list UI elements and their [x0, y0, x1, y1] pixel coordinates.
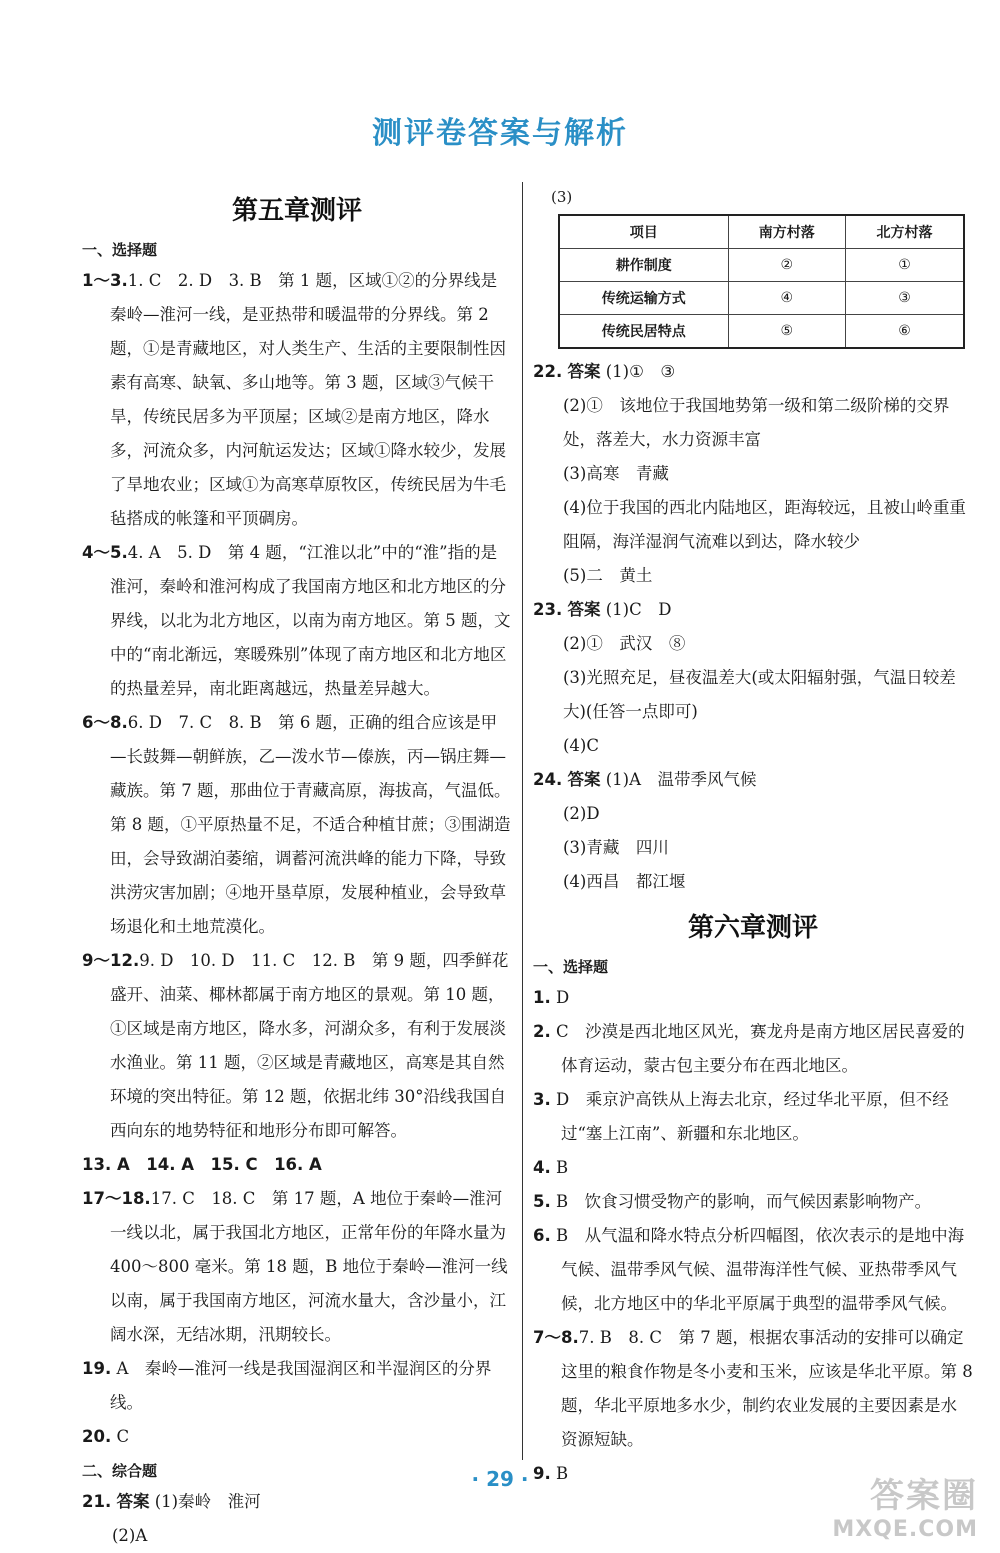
item-text: (1)① ③: [605, 362, 676, 381]
item-number: 24.: [533, 770, 563, 789]
chapter-6-title: 第六章测评: [687, 913, 818, 943]
item-text: (1)C D: [605, 600, 672, 619]
item-text: 6. D 7. C 8. B 第 6 题，正确的组合应该是甲—长鼓舞—朝鲜族，乙—泼水节—傣族，丙—锅庄舞—藏族。第 7 题，那曲位于青藏高原，海拔高，气温低。第 8 题，①平原热量不足，不适合种植甘蔗；③围湖造田，会导致湖泊萎缩，调蓄河流洪峰的能力下降，导致洪涝灾害加剧；④地开垦草原，发展种植业，会导致草场退化和土地荒漠化。: [110, 713, 511, 936]
right-column: [533, 180, 973, 1491]
answer-item: [82, 536, 512, 706]
answer-subline: [533, 661, 973, 729]
page-title: 测评卷答案与解析: [372, 116, 628, 151]
item-number: 22.: [533, 362, 563, 381]
item-number: 17～18.: [82, 1189, 151, 1208]
table-cell: ①: [846, 249, 964, 282]
answer-label: 答案: [567, 600, 601, 619]
answer-label: 答案: [567, 770, 601, 789]
answer-subline: [82, 1519, 512, 1553]
item-text: (3)青藏 四川: [563, 838, 669, 857]
item-text-bold: 13. A 14. A 15. C 16. A: [82, 1155, 322, 1174]
answer-subline: [533, 457, 973, 491]
item-number: 7～8.: [533, 1328, 579, 1347]
item-text: (4)位于我国的西北内陆地区，距海较远，且被山岭重重阻隔，海洋湿润气流难以到达，降水较少: [563, 498, 966, 551]
answer-item: [533, 1219, 973, 1321]
item-number: 21.: [82, 1492, 112, 1511]
answer-item: [82, 1420, 512, 1454]
item-text: (3)高寒 青藏: [563, 464, 669, 483]
answer-item: [533, 1015, 973, 1083]
answer-subline: [533, 865, 973, 899]
page-number: · 29 ·: [471, 1467, 529, 1491]
answer-label: 答案: [116, 1492, 150, 1511]
sub-question-label: (3): [551, 188, 573, 206]
item-number: 1～3.: [82, 271, 128, 290]
table-row: [559, 282, 964, 315]
item-text: 9. D 10. D 11. C 12. B 第 9 题，四季鲜花盛开、油菜、椰林都属于南方地区的景观。第 10 题，①区域是南方地区，降水多，河湖众多，有利于发展淡水渔业。第 11 题，②区域是青藏地区，高寒是其自然环境的突出特征。第 12 题，依据北纬 30°沿线我国自西向东的地势特征和地形分布即可解答。: [110, 951, 509, 1140]
answer-item: [82, 944, 512, 1148]
table-header-cell: 项目: [559, 215, 728, 249]
answer-subline: [533, 797, 973, 831]
item-text: (3)光照充足，昼夜温差大(或太阳辐射强，气温日较差大)(任答一点即可): [563, 668, 956, 721]
answer-item: [533, 355, 973, 389]
left-column: [82, 180, 512, 1553]
item-number: 9.: [533, 1464, 551, 1483]
answer-subline: [533, 729, 973, 763]
chapter-5-title: 第五章测评: [231, 196, 362, 226]
answer-subline: [533, 559, 973, 593]
section-comprehensive-heading: 二、综合题: [82, 1462, 158, 1480]
table-cell: 传统民居特点: [559, 315, 728, 349]
table-cell: ③: [846, 282, 964, 315]
answer-item: [82, 1182, 512, 1352]
item-text: D: [556, 988, 570, 1007]
answer-item: [533, 1321, 973, 1457]
table-header-row: [559, 215, 964, 249]
answer-item: [533, 1185, 973, 1219]
item-text: D 乘京沪高铁从上海去北京，经过华北平原，但不经过“塞上江南”、新疆和东北地区。: [556, 1090, 949, 1143]
answer-item: [82, 1148, 512, 1182]
table-cell: 耕作制度: [559, 249, 728, 282]
answer-label: 答案: [567, 362, 601, 381]
item-text: A 秦岭—淮河一线是我国湿润区和半湿润区的分界线。: [110, 1359, 492, 1412]
table-cell: ⑥: [846, 315, 964, 349]
item-text: (2)① 该地位于我国地势第一级和第二级阶梯的交界处，落差大，水力资源丰富: [563, 396, 950, 449]
item-text: C: [116, 1427, 130, 1446]
item-number: 19.: [82, 1359, 112, 1378]
watermark-url: MXQE.COM: [832, 1517, 978, 1542]
item-text: (4)西昌 都江堰: [563, 872, 686, 891]
item-text: B: [556, 1464, 569, 1483]
answer-item: [533, 1083, 973, 1151]
item-text: B: [556, 1158, 569, 1177]
item-text: (2)A: [112, 1526, 148, 1545]
item-text: (4)C: [563, 736, 599, 755]
item-number: 5.: [533, 1192, 551, 1211]
answer-item: [82, 264, 512, 536]
item-text: 17. C 18. C 第 17 题，A 地位于秦岭—淮河一线以北，属于我国北方地区，正常年份的年降水量为 400～800 毫米。第 18 题，B 地位于秦岭—淮河一线以南，属于我国南方地区，河流水量大，含沙量小，江阔水深，无结冰期，汛期较长。: [110, 1189, 508, 1344]
table-cell: ④: [728, 282, 846, 315]
answer-item: [82, 1352, 512, 1420]
table-header-cell: 北方村落: [846, 215, 964, 249]
item-number: 9～12.: [82, 951, 140, 970]
answer-subline: [533, 831, 973, 865]
table-row: [559, 249, 964, 282]
item-number: 2.: [533, 1022, 551, 1041]
item-text: (2)① 武汉 ⑧: [563, 634, 686, 653]
item-number: 1.: [533, 988, 551, 1007]
item-text: 1. C 2. D 3. B 第 1 题，区域①②的分界线是秦岭—淮河一线，是亚热带和暖温带的分界线。第 2 题，①是青藏地区，对人类生产、生活的主要限制性因素有高寒、缺氧、多山地等。第 3 题，区域③气候干旱，传统民居多为平顶屋；区域②是南方地区，降水多，河流众多，内河航运发达；区域①降水较少，发展了旱地农业；区域①为高寒草原牧区，传统民居为牛毛毡搭成的帐篷和平顶碉房。: [110, 271, 506, 528]
table-header-cell: 南方村落: [728, 215, 846, 249]
item-number: 3.: [533, 1090, 551, 1109]
item-number: 6.: [533, 1226, 551, 1245]
answer-item: [533, 593, 973, 627]
item-text: (5)二 黄土: [563, 566, 653, 585]
item-text: (1)A 温带季风气候: [605, 770, 757, 789]
answer-subline: [533, 627, 973, 661]
item-text: (1)秦岭 淮河: [154, 1492, 261, 1511]
answer-subline: [533, 491, 973, 559]
item-text: 7. B 8. C 第 7 题，根据农事活动的安排可以确定这里的粮食作物是冬小麦和玉米，应该是华北平原。第 8 题，华北平原地多水少，制约农业发展的主要因素是水资源短缺。: [561, 1328, 973, 1449]
answer-subline: [533, 389, 973, 457]
item-number: 4.: [533, 1158, 551, 1177]
item-number: 23.: [533, 600, 563, 619]
item-text: C 沙漠是西北地区风光，赛龙舟是南方地区居民喜爱的体育运动，蒙古包主要分布在西北地区。: [556, 1022, 965, 1075]
watermark-logo: [832, 1468, 978, 1542]
item-number: 20.: [82, 1427, 112, 1446]
section-choice-heading: 一、选择题: [533, 958, 609, 976]
table-cell: ⑤: [728, 315, 846, 349]
answer-item: [82, 706, 512, 944]
table-cell: 传统运输方式: [559, 282, 728, 315]
answer-item: [533, 763, 973, 797]
answer-item: [533, 981, 973, 1015]
item-number: 6～8.: [82, 713, 128, 732]
table-cell: ②: [728, 249, 846, 282]
answer-item: [533, 1151, 973, 1185]
comparison-table: [558, 214, 965, 349]
item-text: 4. A 5. D 第 4 题，“江淮以北”中的“淮”指的是淮河，秦岭和淮河构成了我国南方地区和北方地区的分界线，以北为北方地区，以南为南方地区。第 5 题，文中的“南北渐远，寒暖殊别”体现了南方地区和北方地区的热量差异，南北距离越远，热量差异越大。: [110, 543, 511, 698]
item-text: (2)D: [563, 804, 600, 823]
item-text: B 饮食习惯受物产的影响，而气候因素影响物产。: [556, 1192, 932, 1211]
item-text: B 从气温和降水特点分析四幅图，依次表示的是地中海气候、温带季风气候、温带海洋性气候、亚热带季风气候，北方地区中的华北平原属于典型的温带季风气候。: [556, 1226, 965, 1313]
section-choice-heading: 一、选择题: [82, 241, 158, 259]
item-number: 4～5.: [82, 543, 128, 562]
watermark-text: 答案圈: [870, 1476, 978, 1516]
table-row: [559, 315, 964, 349]
column-divider: [522, 182, 523, 1460]
